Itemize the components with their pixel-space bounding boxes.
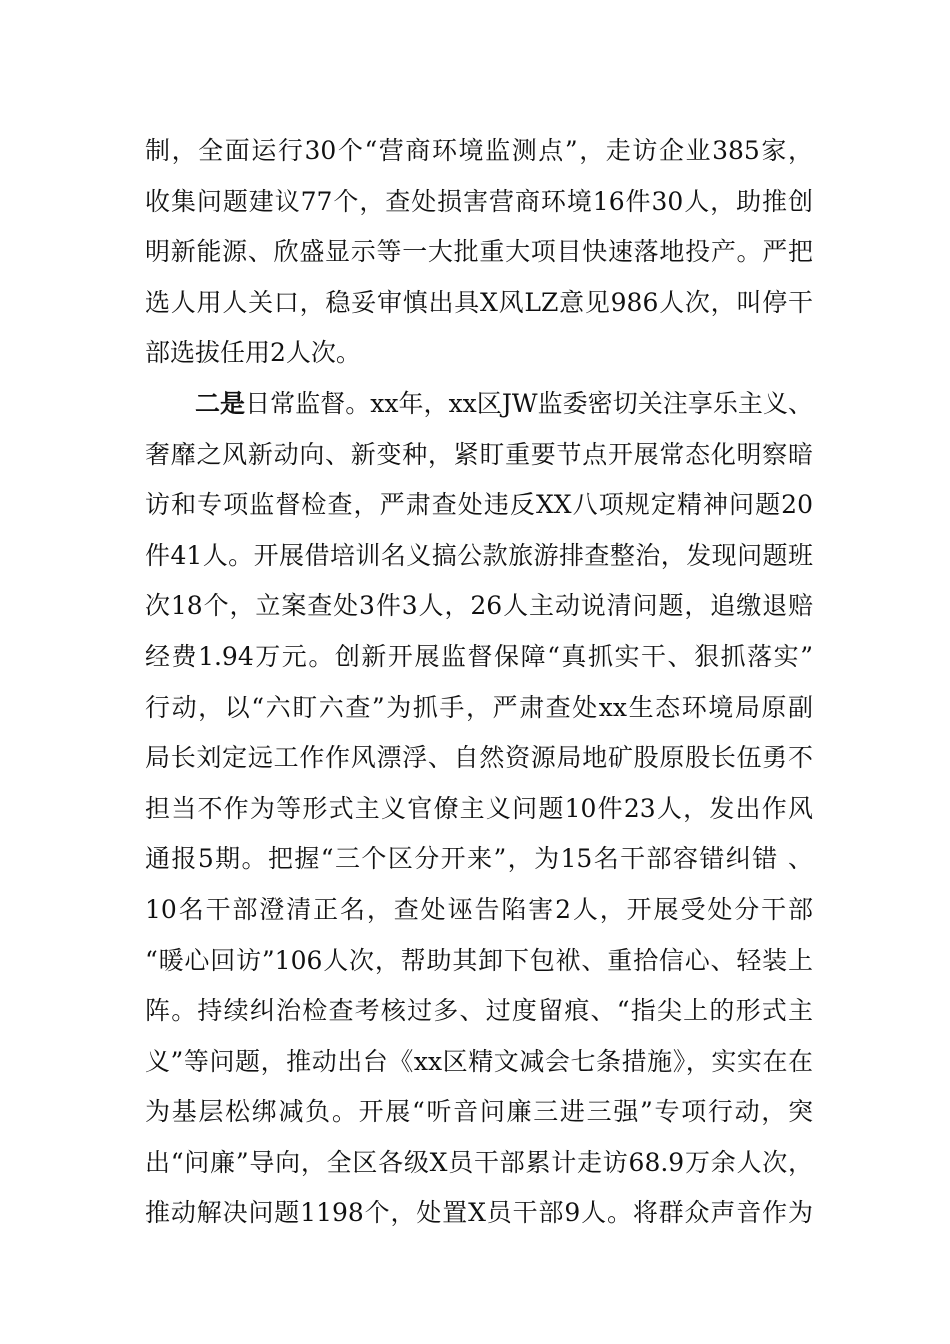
text-line: 部选拔任用2人次。 [145,338,361,368]
section-heading-label: 二是 [195,388,246,418]
text-line: 局长刘定远工作作风漂浮、自然资源局地矿股原股长伍勇不 [145,743,813,773]
text-line-rest: 日常监督。xx年，xx区JW监委密切关注享乐主义、 [245,388,813,418]
text-line: 访和专项监督检查，严肃查处违反XX八项规定精神问题20 [145,490,813,520]
text-line: 行动，以“六盯六查”为抓手，严肃查处xx生态环境局原副 [145,692,813,722]
text-line: 制，全面运行30个“营商环境监测点”，走访企业385家， [145,136,813,165]
body-text [145,126,813,1239]
paragraph-start-line [145,379,813,430]
text-line: 出“问廉”导向，全区各级X员干部累计走访68.9万余人次， [145,1147,813,1177]
text-line: 件41人。开展借培训名义搞公款旅游排查整治，发现问题班 [145,540,813,570]
text-line: 经费1.94万元。创新开展监督保障“真抓实干、狠抓落实” [145,641,813,671]
text-line: 义”等问题，推动出台《xx区精文减会七条措施》，实实在在 [145,1046,813,1076]
text-line: 10名干部澄清正名，查处诬告陷害2人，开展受处分干部 [145,894,813,924]
text-line: 明新能源、欣盛显示等一大批重大项目快速落地投产。严把 [145,237,813,267]
text-line: “暖心回访”106人次，帮助其卸下包袱、重拾信心、轻装上 [145,945,813,975]
text-line: 为基层松绑减负。开展“听音问廉三进三强”专项行动，突 [145,1097,813,1127]
text-line: 收集问题建议77个，查处损害营商环境16件30人，助推创 [145,186,813,216]
text-line: 担当不作为等形式主义官僚主义问题10件23人，发出作风 [145,793,813,823]
text-line: 阵。持续纠治检查考核过多、过度留痕、“指尖上的形式主 [145,996,813,1026]
text-line: 通报5期。把握“三个区分开来”，为15名干部容错纠错 、 [145,844,813,874]
text-line: 奢靡之风新动向、新变种，紧盯重要节点开展常态化明察暗 [145,439,813,469]
text-line: 选人用人关口，稳妥审慎出具X风LZ意见986人次，叫停干 [145,287,813,317]
text-line: 推动解决问题1198个，处置X员干部9人。将群众声音作为 [145,1198,813,1228]
text-line: 次18个，立案查处3件3人，26人主动说清问题，追缴退赔 [145,591,813,621]
